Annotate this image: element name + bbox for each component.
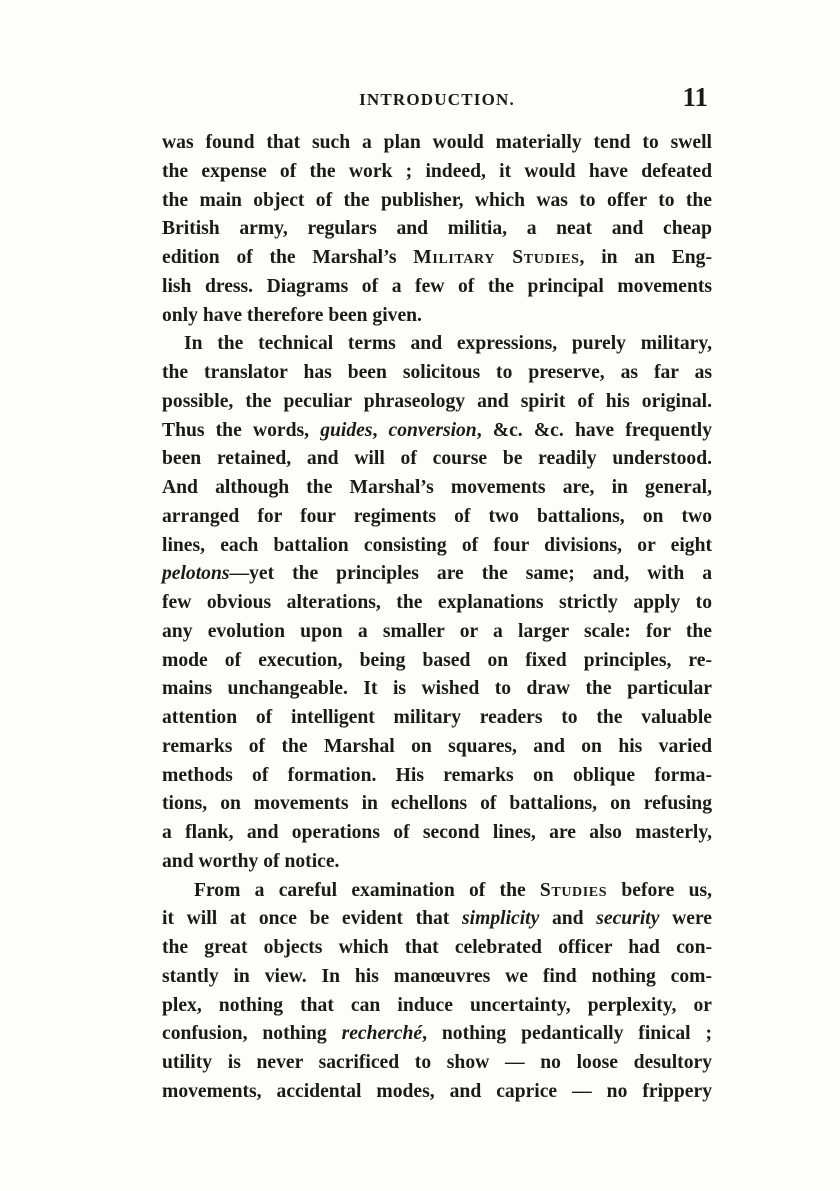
text-line: arranged for four regiments of two battalions, on two — [162, 505, 712, 527]
text-line: lines, each battalion consisting of four divisions, or eight — [162, 534, 712, 556]
text-segment: , — [372, 419, 389, 441]
text-line: stantly in view. In his manœuvres we find nothing com- — [162, 965, 712, 987]
italic-term: recherché — [341, 1023, 423, 1045]
running-head: INTRODUCTION. — [359, 90, 515, 109]
text-line: lish dress. Diagrams of a few of the principal movements — [162, 275, 712, 297]
text-segment: edition of the Marshal’s — [162, 247, 414, 268]
text-line: remarks of the Marshal on squares, and on his varied — [162, 735, 712, 757]
text-segment: , nothing pedantically finical ; — [422, 1023, 712, 1045]
text-segment: were — [659, 908, 712, 930]
text-line: And although the Marshal’s movements are, in general, — [162, 477, 712, 498]
italic-term: pelotons — [162, 563, 230, 585]
text-segment: it will at once be evident that — [162, 908, 463, 930]
text-line — [162, 244, 712, 273]
text-line — [162, 560, 712, 589]
text-line: any evolution upon a smaller or a larger scale: for the — [162, 620, 712, 642]
text-line — [162, 417, 712, 446]
text-line: only have therefore been given. — [162, 304, 422, 326]
text-line — [162, 905, 712, 934]
text-line: methods of formation. His remarks on oblique forma- — [162, 764, 712, 786]
text-line — [162, 1020, 712, 1049]
text-segment: before us, — [607, 879, 712, 901]
text-line: the main object of the publisher, which was to offer to the — [162, 189, 712, 211]
text-line: the translator has been solicitous to preserve, as far as — [162, 362, 712, 383]
text-line: mains unchangeable. It is wished to draw the particular — [162, 678, 712, 700]
text-line: been retained, and will of course be readily understood. — [162, 448, 712, 470]
body-text — [162, 129, 712, 1107]
text-segment: and — [539, 908, 597, 930]
work-title: Military Studies — [413, 247, 580, 268]
text-segment: From a careful examination of the — [194, 879, 540, 901]
text-line: the great objects which that celebrated officer had con- — [162, 937, 712, 958]
text-line: the expense of the work ; indeed, it would have defeated — [162, 160, 712, 182]
text-line: movements, accidental modes, and caprice — no frippery — [162, 1080, 712, 1102]
text-segment: Thus the words, — [162, 419, 321, 441]
text-segment: , in an Eng- — [579, 247, 712, 268]
italic-term: guides — [320, 419, 373, 441]
italic-term: conversion — [388, 419, 477, 441]
text-line: mode of execution, being based on fixed principles, re- — [162, 649, 712, 671]
page-number: 11 — [682, 82, 708, 112]
text-segment: , &c. &c. have frequently — [476, 419, 713, 441]
page-header — [162, 80, 712, 120]
italic-term: security — [596, 908, 660, 930]
text-line: tions, on movements in echellons of battalions, on refusing — [162, 793, 712, 815]
text-line: utility is never sacrificed to show — no loose desultory — [162, 1052, 712, 1073]
text-segment: —yet the principles are the same; and, with a — [229, 563, 712, 585]
text-line: few obvious alterations, the explanations strictly apply to — [162, 592, 712, 613]
italic-term: simplicity — [462, 908, 540, 930]
text-line: attention of intelligent military readers to the valuable — [162, 707, 712, 728]
text-line: In the technical terms and expressions, purely military, — [184, 333, 712, 355]
text-line: a flank, and operations of second lines, are also masterly, — [162, 822, 712, 843]
text-segment: confusion, nothing — [162, 1023, 342, 1045]
text-line — [162, 877, 712, 906]
work-title: Studies — [539, 879, 608, 901]
text-line: British army, regulars and militia, a neat and cheap — [162, 218, 712, 240]
text-line: plex, nothing that can induce uncertainty, perplexity, or — [162, 994, 712, 1016]
text-line: and worthy of notice. — [162, 850, 340, 872]
text-line: possible, the peculiar phraseology and spirit of his original. — [162, 390, 712, 412]
text-line: was found that such a plan would materially tend to swell — [162, 132, 712, 153]
